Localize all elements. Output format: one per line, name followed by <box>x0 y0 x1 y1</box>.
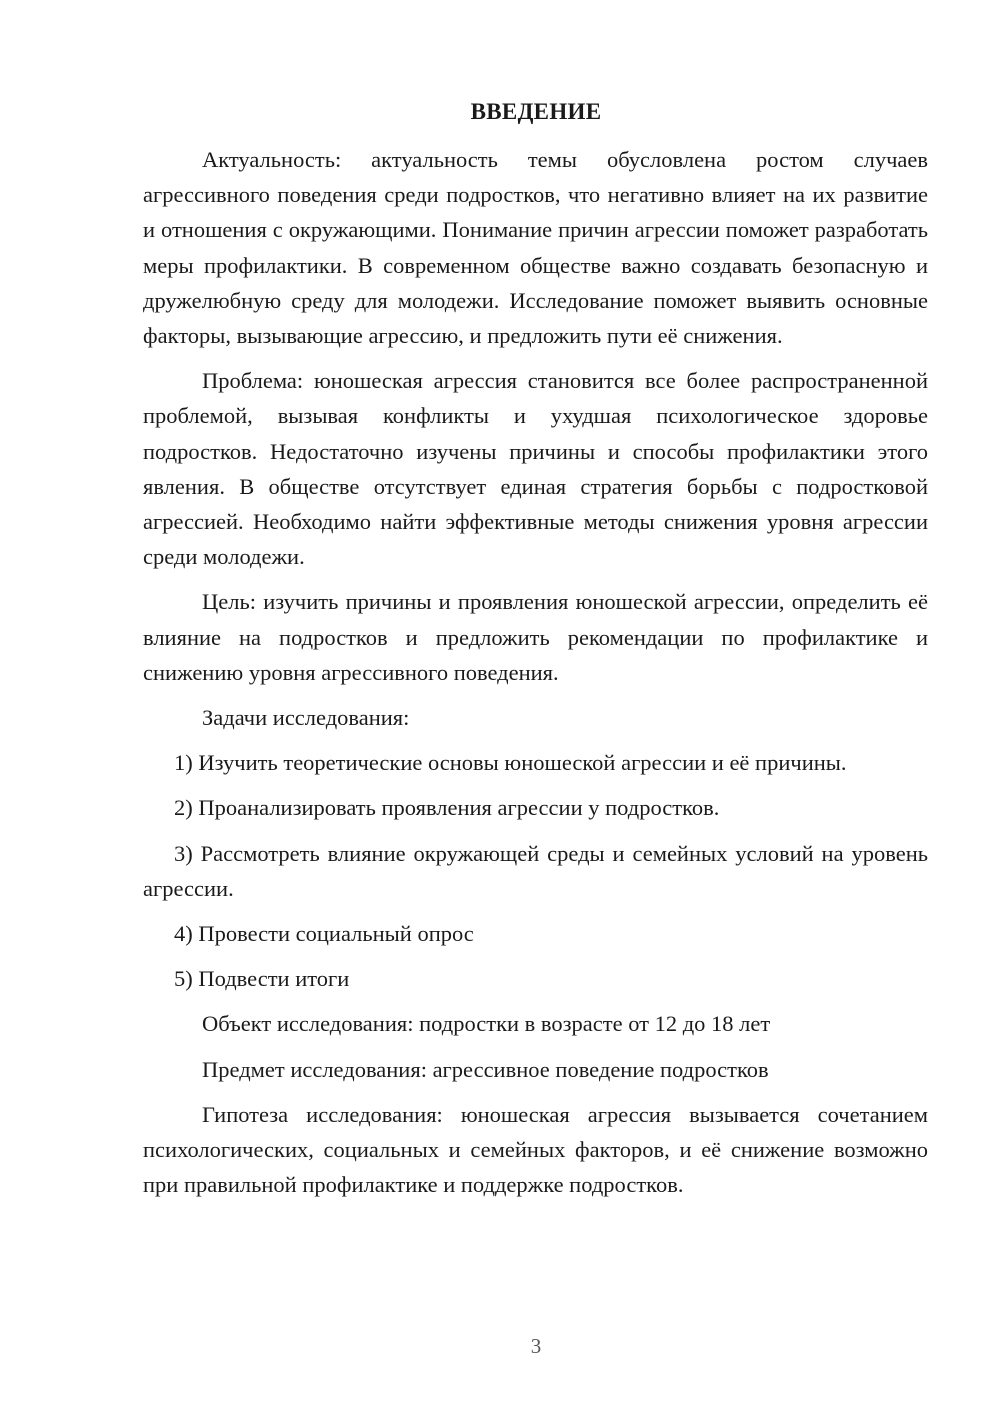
relevance-paragraph: Актуальность: актуальность темы обусловлена ростом случаев агрессивного поведения среди подростков, что негативно влияет на их развитие и отношения с окружающими. Понимание причин агрессии поможет разработать меры профилактики. В современном обществе важно создавать безопасную и дружелюбную среду для молодежи. Исследование поможет выявить основные факторы, вызывающие агрессию, и предложить пути её снижения. <box>143 147 928 349</box>
task-item-2: 2) Проанализировать проявления агрессии у подростков. <box>174 795 720 821</box>
task-item-5: 5) Подвести итоги <box>174 966 350 992</box>
page-number: 3 <box>530 1334 542 1358</box>
subject-paragraph: Предмет исследования: агрессивное поведение подростков <box>202 1056 769 1082</box>
document-body <box>143 142 928 1212</box>
task-item-4: 4) Провести социальный опрос <box>174 921 474 947</box>
page-title: ВВЕДЕНИЕ <box>470 99 602 124</box>
problem-paragraph: Проблема: юношеская агрессия становится все более распространенной проблемой, вызывая конфликты и ухудшая психологическое здоровье подростков. Недостаточно изучены причины и способы профилактики этого явления. В обществе отсутствует единая стратегия борьбы с подростковой агрессией. Необходимо найти эффективные методы снижения уровня агрессии среди молодежи. <box>143 368 928 570</box>
tasks-heading: Задачи исследования: <box>202 705 410 731</box>
goal-paragraph: Цель: изучить причины и проявления юношеской агрессии, определить её влияние на подростков и предложить рекомендации по профилактике и снижению уровня агрессивного поведения. <box>143 589 928 685</box>
task-item-1: 1) Изучить теоретические основы юношеской агрессии и её причины. <box>174 750 847 776</box>
task-item-3: 3) Рассмотреть влияние окружающей среды и семейных условий на уровень агрессии. <box>143 840 928 901</box>
object-paragraph: Объект исследования: подростки в возрасте от 12 до 18 лет <box>202 1011 771 1037</box>
hypothesis-paragraph: Гипотеза исследования: юношеская агрессия вызывается сочетанием психологических, социальных и семейных факторов, и её снижение возможно при правильной профилактике и поддержке подростков. <box>143 1101 928 1198</box>
